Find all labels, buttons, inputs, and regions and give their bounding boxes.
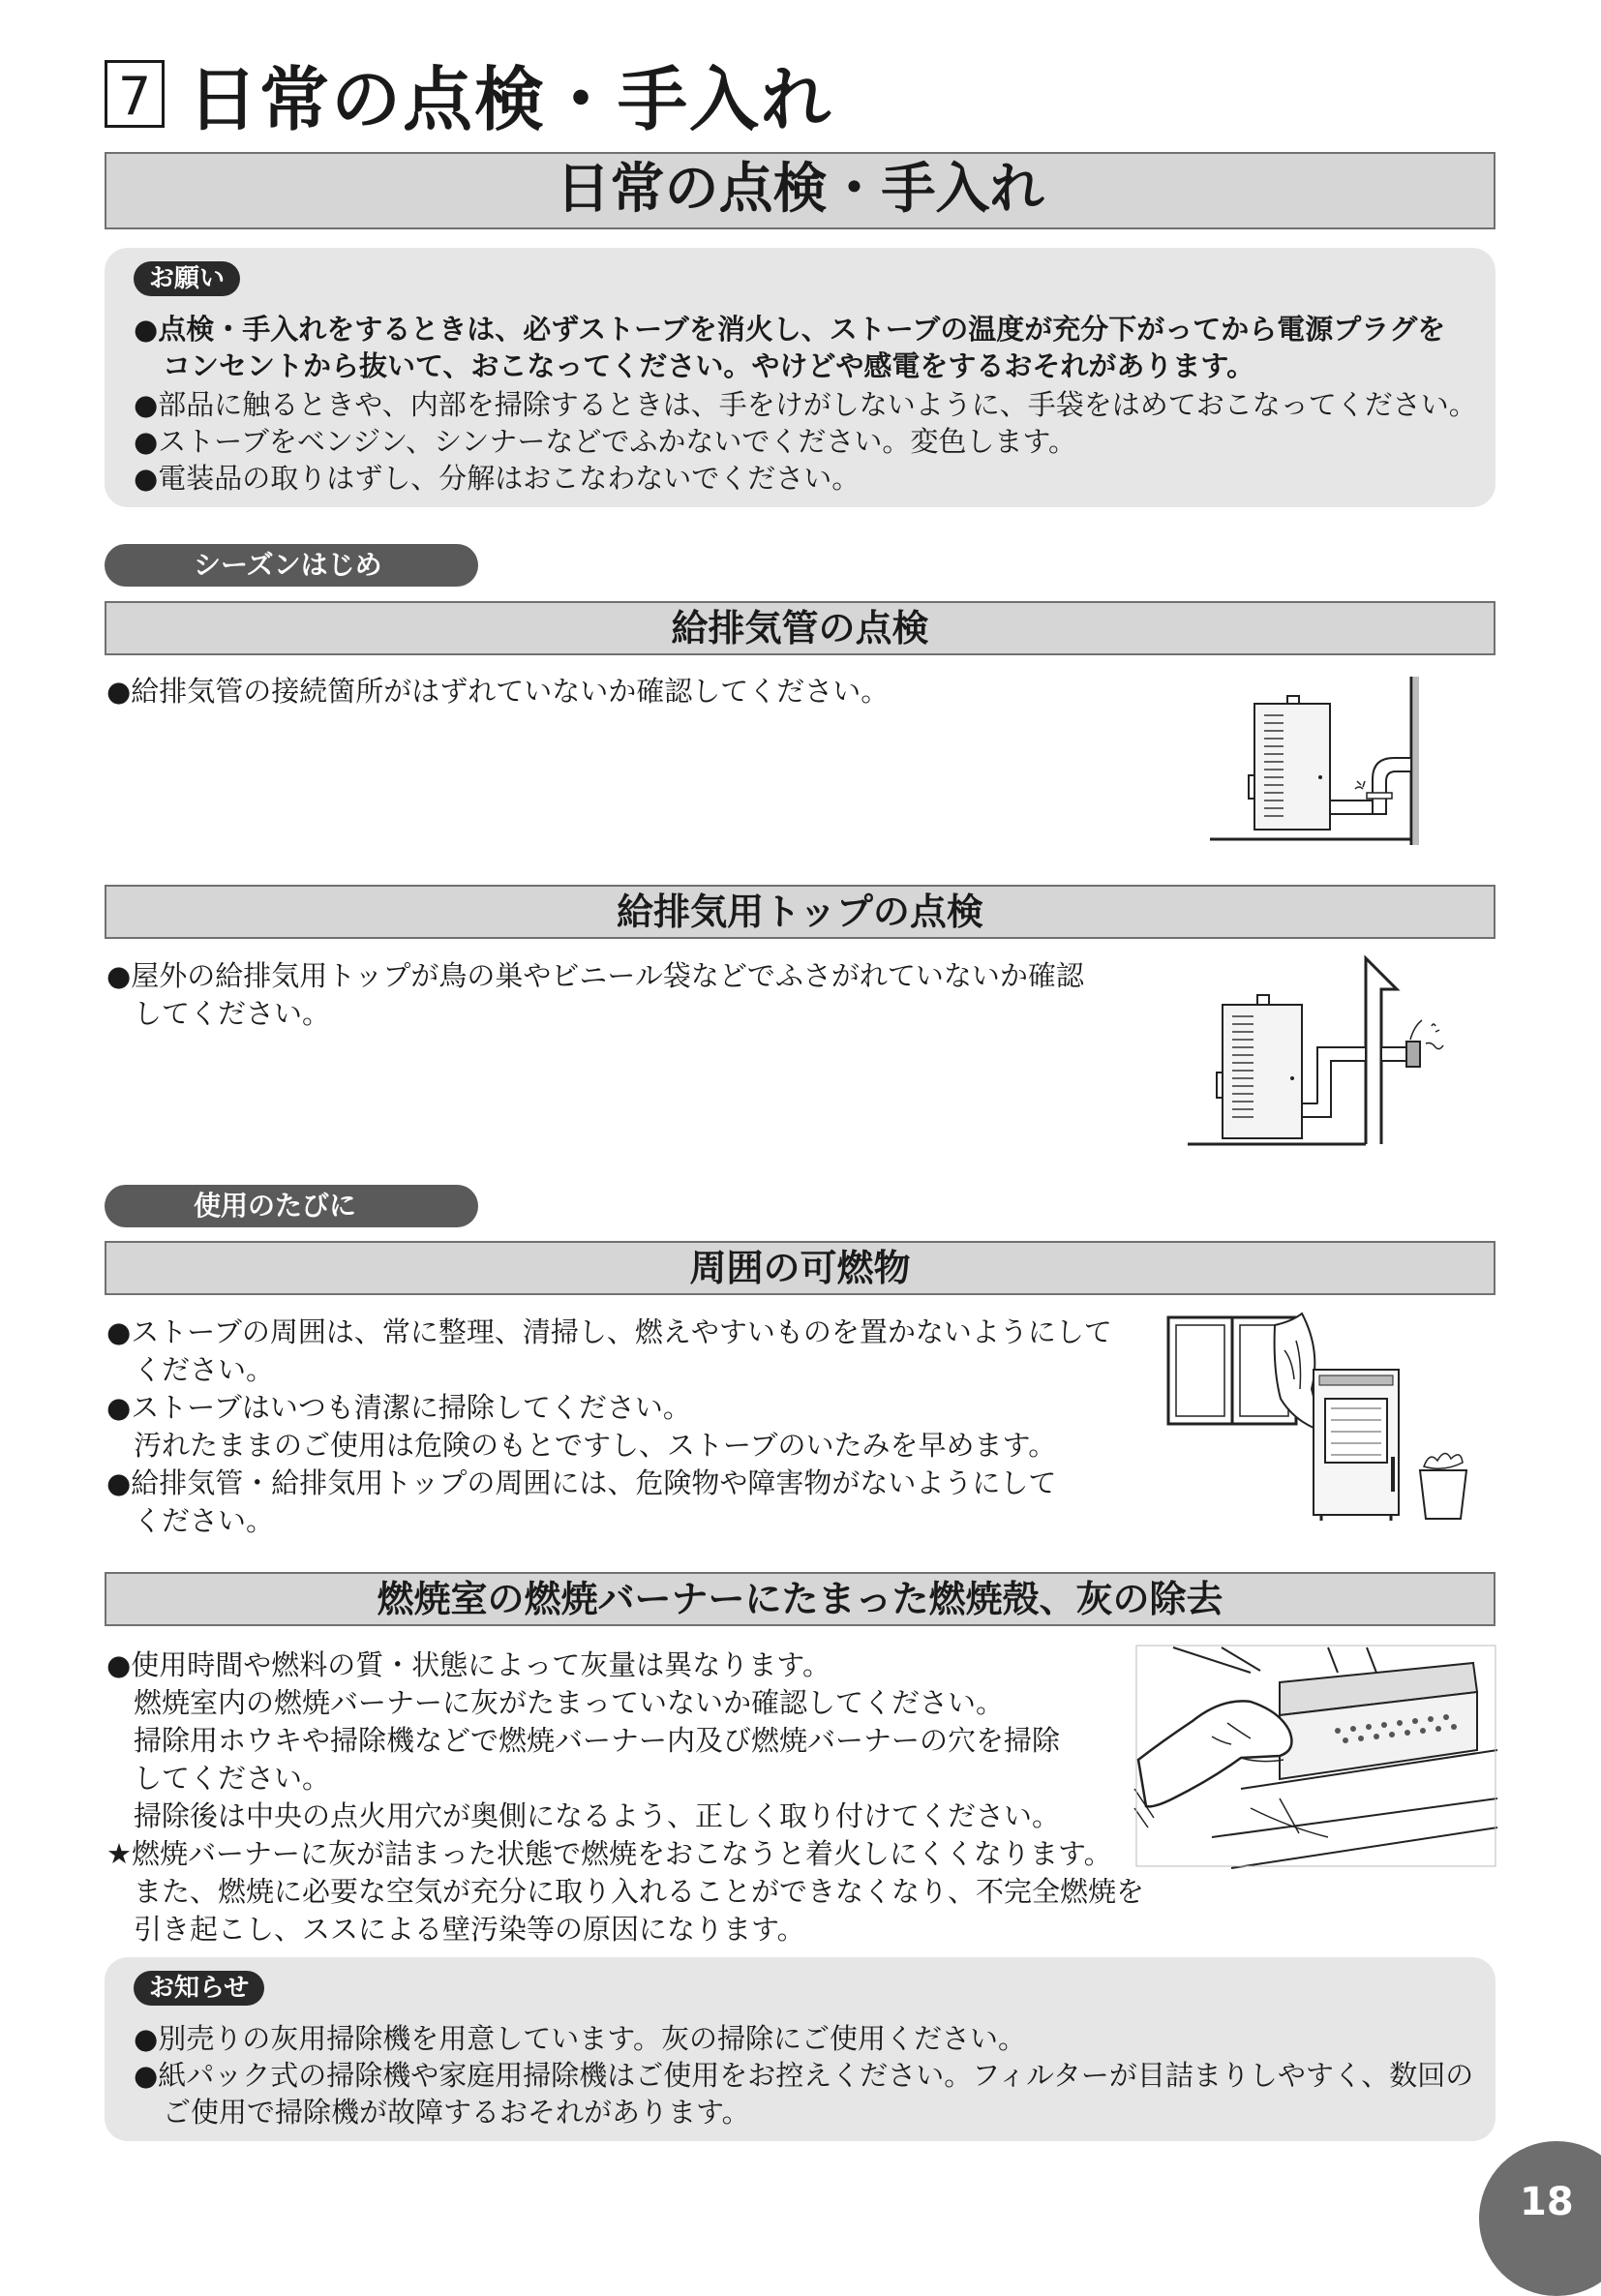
request-item: ●点検・手入れをするときは、必ずストーブを消火し、ストーブの温度が充分下がってから電源プラグを	[134, 313, 1446, 346]
chapter-title: 日常の点検・手入れ	[188, 59, 833, 140]
body-line: 掃除用ホウキや掃除機などで燃焼バーナー内及び燃焼バーナーの穴を掃除	[134, 1724, 1061, 1757]
section-title-pipe-check: 給排気管の点検	[105, 601, 1495, 655]
category-pill-every-use: 使用のたびに	[105, 1185, 478, 1227]
body-line: ください。	[134, 1353, 275, 1386]
request-item: ●ストーブをベンジン、シンナーなどでふかないでください。変色します。	[134, 425, 1077, 458]
notice-box	[105, 1957, 1495, 2141]
body-line: ●使用時間や燃料の質・状態によって灰量は異なります。	[106, 1648, 831, 1681]
body-line: また、燃焼に必要な空気が充分に取り入れることができなくなり、不完全燃焼を	[134, 1875, 1145, 1908]
body-line: 引き起こし、ススによる壁汚染等の原因になります。	[134, 1913, 805, 1946]
page-number: 18	[1520, 2180, 1574, 2224]
request-item-cont: コンセントから抜いて、おこなってください。やけどや感電をするおそれがあります。	[163, 349, 1255, 382]
body-line: ●ストーブはいつも清潔に掃除してください。	[106, 1391, 691, 1424]
body-line: ●給排気管の接続箇所がはずれていないか確認してください。	[106, 675, 890, 708]
vent-top-illustration	[1186, 956, 1457, 1150]
request-item: ●電装品の取りはずし、分解はおこなわないでください。	[134, 462, 861, 495]
body-line: 掃除後は中央の点火用穴が奥側になるよう、正しく取り付けてください。	[134, 1799, 1061, 1832]
page-title	[105, 50, 833, 140]
section-title-top-check: 給排気用トップの点検	[105, 885, 1495, 939]
pipe-connection-illustration	[1210, 673, 1423, 852]
body-line: 燃焼室内の燃焼バーナーに灰がたまっていないか確認してください。	[134, 1686, 1005, 1719]
surroundings-illustration	[1166, 1312, 1486, 1525]
body-line: ★燃焼バーナーに灰が詰まった状態で燃焼をおこなうと着火しにくくなります。	[106, 1837, 1112, 1870]
body-line: してください。	[134, 1762, 331, 1795]
section-title-burner-cleaning: 燃焼室の燃焼バーナーにたまった燃焼殻、灰の除去	[105, 1572, 1495, 1626]
category-pill-season-start: シーズンはじめ	[105, 544, 478, 587]
section-title-combustibles: 周囲の可燃物	[105, 1241, 1495, 1295]
body-line: してください。	[134, 997, 331, 1030]
chapter-number: 7	[105, 60, 165, 128]
notice-tag: お知らせ	[134, 1971, 264, 2006]
request-box	[105, 248, 1495, 507]
request-tag: お願い	[134, 261, 240, 296]
body-line: ●ストーブの周囲は、常に整理、清掃し、燃えやすいものを置かないようにして	[106, 1315, 1112, 1348]
body-line: ●給排気管・給排気用トップの周囲には、危険物や障害物がないようにして	[106, 1466, 1057, 1499]
request-item: ●部品に触るときや、内部を掃除するときは、手をけがしないように、手袋をはめておこなってください。	[134, 388, 1477, 421]
body-line: 汚れたままのご使用は危険のもとですし、ストーブのいたみを早めます。	[134, 1429, 1057, 1462]
main-section-band: 日常の点検・手入れ	[105, 152, 1495, 229]
body-line: ●屋外の給排気用トップが鳥の巣やビニール袋などでふさがれていないか確認	[106, 959, 1084, 992]
body-line: ください。	[134, 1504, 275, 1537]
notice-item-cont: ご使用で掃除機が故障するおそれがあります。	[163, 2096, 750, 2129]
notice-item: ●別売りの灰用掃除機を用意しています。灰の掃除にご使用ください。	[134, 2022, 1026, 2055]
burner-cleaning-illustration	[1134, 1644, 1497, 1868]
notice-item: ●紙パック式の掃除機や家庭用掃除機はご使用をお控えください。フィルターが目詰まりしやすく、数回の	[134, 2059, 1474, 2092]
